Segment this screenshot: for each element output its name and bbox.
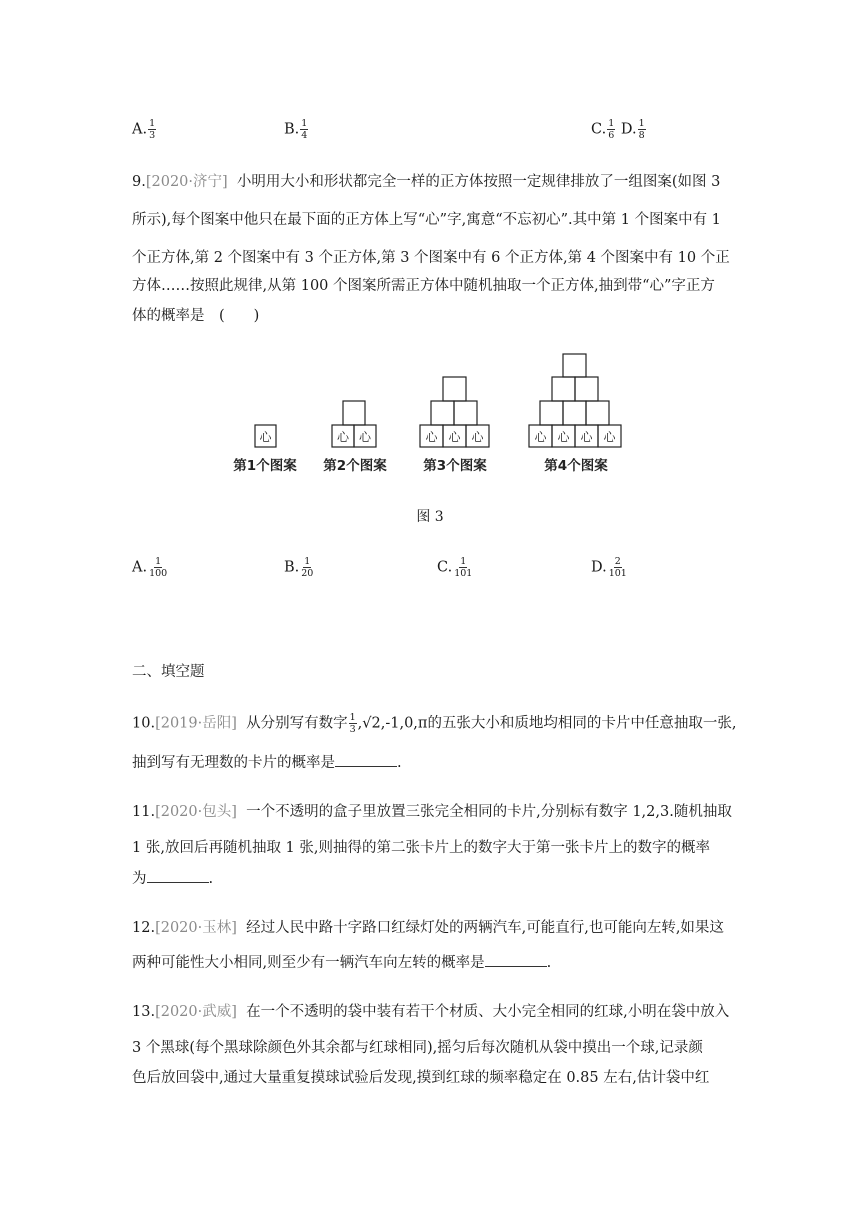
figure-caption: 图 3 (416, 509, 444, 525)
pattern-label-4: 第4个图案 (544, 458, 608, 474)
q13-source: [2020·武威] (155, 1004, 237, 1020)
cube (586, 401, 609, 425)
q11-source: [2020·包头] (155, 804, 237, 820)
cube-label: 心 (471, 430, 484, 444)
cube (563, 354, 586, 377)
cube (575, 377, 598, 401)
q8-option-b: B. $\frac{1}{4}$ (284, 118, 308, 141)
q11-line-2: 1 张,放回后再随机抽取 1 张,则抽得的第二张卡片上的数字大于第一张卡片上的数字的概率 (132, 840, 710, 856)
cube (431, 401, 454, 425)
q9-option-a: A. $\frac{1}{100}$ (132, 556, 168, 579)
cube-label: 心 (259, 430, 272, 444)
q9-line-4: 方体……按照此规律,从第 100 个图案所需正方体中随机抽取一个正方体,抽到带“心”字正方 (132, 278, 715, 294)
q9-line-3: 个正方体,第 2 个图案中有 3 个正方体,第 3 个图案中有 6 个正方体,第 4 个图案中有 10 个正 (132, 250, 730, 266)
q13-line-2: 3 个黑球(每个黑球除颜色外其余都与红球相同),摇匀后每次随机从袋中摸出一个球,记录颜 (132, 1040, 703, 1056)
cube-label: 心 (425, 430, 438, 444)
q13-line-1: 13.[2020·武威] 在一个不透明的袋中装有若干个材质、大小完全相同的红球,小明在袋中放入 (132, 1004, 730, 1020)
q8-option-cd: C. $\frac{1}{6}$ D. $\frac{1}{8}$ (591, 118, 645, 141)
q9-line-1: 9.[2020·济宁] 小明用大小和形状都完全一样的正方体按照一定规律排放了一组图案(如图 3 (132, 174, 721, 190)
cube-label: 心 (336, 430, 350, 444)
pattern-label-2: 第2个图案 (323, 458, 387, 474)
cube-label: 心 (580, 430, 593, 444)
pattern-label-3: 第3个图案 (423, 458, 487, 474)
cube (552, 377, 575, 401)
cube-label: 心 (448, 430, 461, 444)
pattern-label-1: 第1个图案 (233, 458, 297, 474)
q12-source: [2020·玉林] (155, 920, 237, 936)
answer-blank[interactable] (147, 868, 209, 883)
cube (540, 401, 563, 425)
cube-pattern-figure (0, 340, 860, 480)
q11-line-1: 11.[2020·包头] 一个不透明的盒子里放置三张完全相同的卡片,分别标有数字 1,2,3.随机抽取 (132, 804, 732, 820)
cube-label: 心 (358, 430, 372, 444)
q13-line-3: 色后放回袋中,通过大量重复摸球试验后发现,摸到红球的频率稳定在 0.85 左右,估计袋中红 (132, 1070, 710, 1086)
cube-label: 心 (603, 430, 616, 444)
q9-option-d: D. $\frac{2}{101}$ (591, 556, 627, 579)
q12-line-1: 12.[2020·玉林] 经过人民中路十字路口红绿灯处的两辆汽车,可能直行,也可能向左转,如果这 (132, 920, 724, 936)
q9-source: [2020·济宁] (145, 174, 228, 190)
section-title: 二、填空题 (132, 664, 205, 680)
cube (343, 401, 365, 425)
q12-line-2: 两种可能性大小相同,则至少有一辆汽车向左转的概率是 . (132, 952, 551, 973)
cube (443, 377, 466, 401)
q9-number: 9. (132, 174, 146, 190)
cube (563, 401, 586, 425)
q9-option-c: C. $\frac{1}{101}$ (437, 556, 473, 579)
q8-option-a: A. $\frac{1}{3}$ (132, 118, 156, 141)
cube-label: 心 (557, 430, 570, 444)
q10-source: [2019·岳阳] (155, 715, 237, 732)
answer-blank[interactable] (335, 752, 397, 767)
q9-line-2: 所示),每个图案中他只在最下面的正方体上写“心”字,寓意“不忘初心”.其中第 1 个图案中有 1 (132, 212, 721, 228)
cube-label: 心 (534, 430, 547, 444)
q11-line-3: 为 . (132, 868, 213, 889)
answer-blank[interactable] (485, 952, 547, 967)
q9-option-b: B. $\frac{1}{20}$ (284, 556, 314, 579)
q10-line-1: 10.[2019·岳阳] 从分别写有数字 $\frac{1}{3}$ ,√2,-1,0,π的五张大小和质地均相同的卡片中任意抽取一张, (132, 712, 737, 735)
q10-line-2: 抽到写有无理数的卡片的概率是 . (132, 752, 402, 773)
cube (454, 401, 477, 425)
q9-line-5: 体的概率是 ( ) (132, 308, 260, 324)
